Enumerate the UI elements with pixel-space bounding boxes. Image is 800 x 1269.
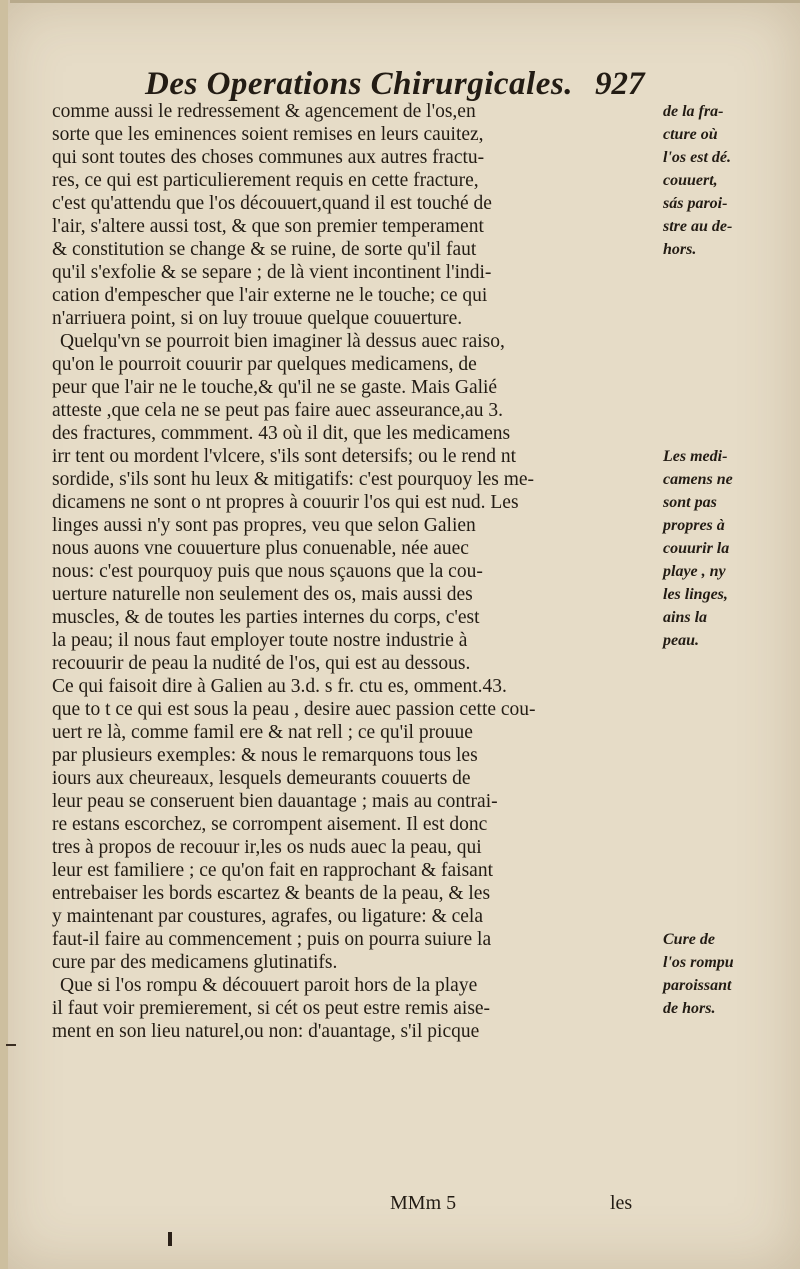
margin-note-line: propres à: [663, 517, 725, 534]
margin-note-line: camens ne: [663, 471, 733, 488]
text-line: atteste ,que cela ne se peut pas faire auec asseurance,au 3.: [52, 400, 503, 421]
margin-note-line: Les medi-: [663, 448, 728, 465]
margin-note-line: cture où: [663, 126, 718, 143]
page-number: 927: [595, 66, 645, 102]
text-line: leur est familiere ; ce qu'on fait en rapprochant & faisant: [52, 860, 493, 881]
text-line: muscles, & de toutes les parties internes du corps, c'est: [52, 607, 480, 628]
margin-note-line: peau.: [663, 632, 699, 649]
text-line: l'air, s'altere aussi tost, & que son premier temperament: [52, 216, 484, 237]
text-line: qu'on le pourroit couurir par quelques medicamens, de: [52, 354, 477, 375]
text-line: res, ce qui est particulierement requis en cette fracture,: [52, 170, 479, 191]
margin-note-line: sont pas: [663, 494, 717, 511]
text-line: des fractures, commment. 43 où il dit, que les medicamens: [52, 423, 511, 444]
text-line: y maintenant par coustures, agrafes, ou ligature: & cela: [52, 906, 483, 927]
text-line: faut-il faire au commencement ; puis on pourra suiure la: [52, 929, 492, 950]
main-text-block: [52, 100, 662, 1043]
margin-note-line: l'os rompu: [663, 954, 734, 971]
margin-note-line: ains la: [663, 609, 708, 626]
margin-note-line: playe , ny: [663, 563, 726, 580]
text-line: par plusieurs exemples: & nous le remarquons tous les: [52, 745, 478, 766]
margin-note-line: couurir la: [663, 540, 730, 557]
margin-note-line: Cure de: [663, 931, 715, 948]
text-line: que to t ce qui est sous la peau , desire auec passion cette cou-: [52, 699, 536, 720]
text-line: qui sont toutes des choses communes aux autres fractu-: [52, 147, 485, 168]
page-edge: [0, 0, 8, 1269]
text-line: peur que l'air ne le touche,& qu'il ne se gaste. Mais Galié: [52, 377, 498, 398]
text-line: Que si l'os rompu & découuert paroit hors de la playe: [60, 975, 478, 996]
margin-note-line: de hors.: [663, 1000, 716, 1017]
ink-mark: [168, 1232, 172, 1246]
text-line: la peau; il nous faut employer toute nostre industrie à: [52, 630, 468, 651]
margin-dash-mark: [6, 1044, 16, 1046]
margin-note-line: couuert,: [663, 172, 718, 189]
top-rule: [10, 0, 800, 3]
text-line: entrebaiser les bords escartez & beants de la peau, & les: [52, 883, 491, 904]
margin-note-line: les linges,: [663, 586, 728, 603]
margin-note-line: l'os est dé.: [663, 149, 731, 166]
text-line: cation d'empescher que l'air externe ne le touche; ce qui: [52, 285, 488, 306]
text-line: irr tent ou mordent l'vlcere, s'ils sont detersifs; ou le rend nt: [52, 446, 517, 467]
text-line: sorte que les eminences soient remises en leurs cauitez,: [52, 124, 484, 145]
text-line: sordide, s'ils sont hu leux & mitigatifs: c'est pourquoy les me-: [52, 469, 535, 490]
text-line: nous auons vne couuerture plus conuenable, née auec: [52, 538, 469, 559]
margin-note-line: stre au de-: [663, 218, 733, 235]
text-line: dicamens ne sont o nt propres à couurir l'os qui est nud. Les: [52, 492, 519, 513]
text-line: Ce qui faisoit dire à Galien au 3.d. s fr. ctu es, omment.43.: [52, 676, 507, 697]
catchword: les: [610, 1192, 633, 1214]
text-line: n'arriuera point, si on luy trouue quelque couuerture.: [52, 308, 463, 329]
text-line: cure par des medicamens glutinatifs.: [52, 952, 338, 973]
signature-mark: MMm 5: [390, 1192, 457, 1214]
text-line: tres à propos de recouur ir,les os nuds auec la peau, qui: [52, 837, 482, 858]
text-line: & constitution se change & se ruine, de sorte qu'il faut: [52, 239, 477, 260]
margin-note-line: paroissant: [663, 977, 732, 994]
text-line: c'est qu'attendu que l'os découuert,quand il est touché de: [52, 193, 492, 214]
margin-note-line: de la fra-: [663, 103, 724, 120]
margin-note-line: hors.: [663, 241, 697, 258]
text-line: leur peau se conseruent bien dauantage ; mais au contrai-: [52, 791, 498, 812]
text-line: re estans escorchez, se corrompent aisement. Il est donc: [52, 814, 488, 835]
text-line: nous: c'est pourquoy puis que nous sçauons que la cou-: [52, 561, 483, 582]
text-line: qu'il s'exfolie & se separe ; de là vient incontinent l'indi-: [52, 262, 492, 283]
text-line: ment en son lieu naturel,ou non: d'auantage, s'il picque: [52, 1021, 480, 1042]
margin-note-line: sás paroi-: [663, 195, 728, 212]
text-line: comme aussi le redressement & agencement de l'os,en: [52, 101, 476, 122]
text-line: linges aussi n'y sont pas propres, veu que selon Galien: [52, 515, 476, 536]
text-line: uerture naturelle non seulement des os, mais aussi des: [52, 584, 473, 605]
text-line: Quelqu'vn se pourroit bien imaginer là dessus auec raiso,: [60, 331, 505, 352]
text-line: uert re là, comme famil ere & nat rell ; ce qu'il prouue: [52, 722, 473, 743]
text-line: il faut voir premierement, si cét os peut estre remis aise-: [52, 998, 491, 1019]
text-line: recouurir de peau la nudité de l'os, qui est au dessous.: [52, 653, 471, 674]
running-title: Des Operations Chirurgicales.: [145, 66, 573, 102]
text-line: iours aux cheureaux, lesquels demeurants couuerts de: [52, 768, 471, 789]
